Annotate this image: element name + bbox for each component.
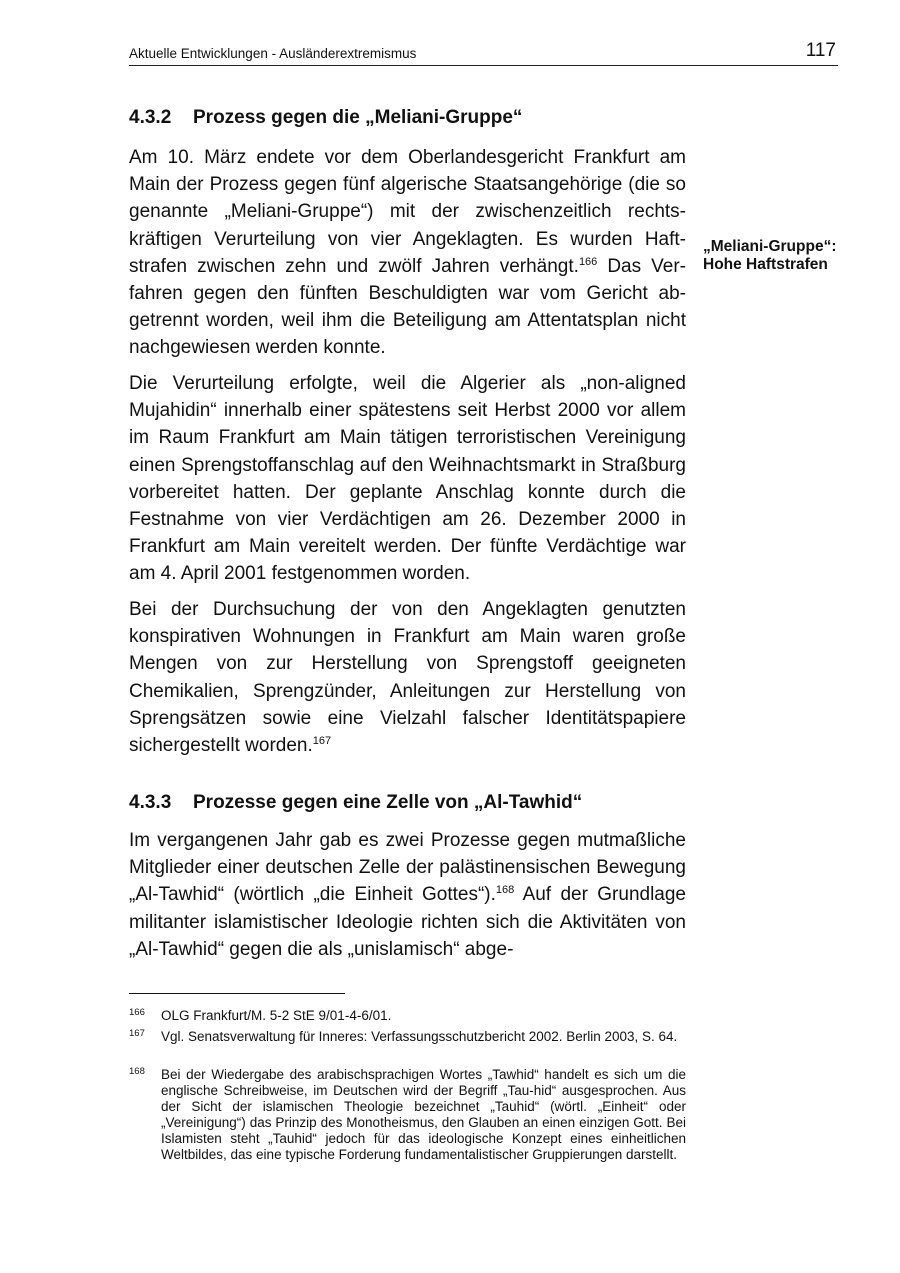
page-header: [129, 38, 838, 66]
paragraph-meliani-2: Die Verurteilung erfolgte, weil die Algerier als „non-aligned Mujahidin“ innerhalb einer spätestens seit Herbst 2000 vor allem im Raum Frankfurt am Main tätigen terroristischen Vereinigung einen Sprengstoffanschlag auf den Weihnachtsmarkt in Straßburg vorbereitet hatten. Der geplante Anschlag konnte durch die Festnahme von vier Verdächtigen am 26. Dezember 2000 in Frankfurt am Main vereitelt werden. Der fünfte Verdächtige war am 4. April 2001 festgenommen worden.: [129, 373, 686, 585]
margin-note-line: „Meliani-Gruppe“:: [703, 238, 837, 255]
section-title: Prozesse gegen eine Zelle von „Al-Tawhid“: [193, 792, 583, 813]
paragraph-text: Das Verfahren gegen den fünften Beschuldigten war vom Gericht abgetrennt worden, weil ihm die Beteiligung am Attentatsplan nicht nachgewiesen werden konnte.: [129, 255, 686, 359]
page-number: 117: [805, 40, 836, 61]
paragraph-meliani-1: [129, 144, 686, 362]
section-number: 4.3.3: [129, 792, 172, 813]
footnote-167: [129, 1029, 686, 1045]
section-heading-4-3-2: [129, 107, 522, 129]
paragraph-text: Am 10. März endete vor dem Oberlandesgericht Frankfurt am Main der Prozess gegen fünf algerische Staatsangehörige (die so genannte „Meliani-Gruppe“) mit der zwischenzeitlich rechtskräftigen Verurteilung von vier Angeklagten. Es wurden Haftstrafen zwischen zehn und zwölf Jahren verhängt.: [129, 147, 686, 277]
footnote-divider: [129, 993, 345, 994]
margin-note: [703, 238, 853, 274]
footnote-number: 166: [129, 1007, 145, 1018]
footnote-168: [129, 1067, 686, 1163]
section-heading-4-3-3: [129, 792, 582, 814]
footnote-ref-168[interactable]: 168: [495, 884, 515, 897]
footnote-text: OLG Frankfurt/M. 5-2 StE 9/01-4-6/01.: [161, 1008, 392, 1023]
footnote-number: 167: [129, 1028, 145, 1039]
footnote-166: [129, 1008, 686, 1024]
paragraph-text: Auf der Grundlage militanter islamistischer Ideologie richten sich die Aktivitäten von „Al-Tawhid“ gegen die als „unislamisch“ abge-: [129, 884, 687, 960]
footnote-ref-167[interactable]: 167: [312, 735, 332, 748]
running-title: Aktuelle Entwicklungen - Ausländerextremismus: [129, 46, 417, 61]
footnote-text: Bei der Wiedergabe des arabischsprachigen Wortes „Tawhid“ handelt es sich um die englische Schreibweise, im Deutschen wird der Begriff „Tau-hid“ ausgesprochen. Aus der Sicht der islamischen Theologie bezeichnet „Tauhid“ (wörtl. „Einheit“ oder „Vereinigung“) das Prinzip des Monotheismus, den Glauben an einen einzigen Gott. Bei Islamisten steht „Tauhid“ jedoch für das ideologische Konzept eines einheitlichen Weltbildes, das eine typische Forderung fundamentalistischer Gruppierungen darstellt.: [161, 1067, 686, 1162]
footnote-text: Vgl. Senatsverwaltung für Inneres: Verfassungsschutzbericht 2002. Berlin 2003, S. 64.: [161, 1029, 678, 1044]
paragraph-text: Im vergangenen Jahr gab es zwei Prozesse gegen mutmaßliche Mitglieder einer deutschen Zelle der palästinensischen Bewegung „Al-Tawhid“ (wörtlich „die Einheit Gottes“).: [129, 830, 686, 906]
footnote-number: 168: [129, 1066, 145, 1077]
paragraph-meliani-3: [129, 596, 686, 759]
footnote-ref-166[interactable]: 166: [578, 255, 598, 268]
paragraph-tawhid-1: [129, 827, 686, 963]
paragraph-text: Bei der Durchsuchung der von den Angeklagten genutzten konspirativen Wohnungen in Frankfurt am Main waren große Mengen von zur Herstellung von Sprengstoff geeigneten Chemikalien, Sprengzünder, Anleitungen zur Herstellung von Sprengsätzen sowie eine Vielzahl falscher Identitätspapiere sichergestellt worden.: [129, 599, 686, 757]
margin-note-line: Hohe Haftstrafen: [703, 256, 828, 273]
section-title: Prozess gegen die „Meliani-Gruppe“: [193, 107, 523, 128]
section-number: 4.3.2: [129, 107, 172, 128]
